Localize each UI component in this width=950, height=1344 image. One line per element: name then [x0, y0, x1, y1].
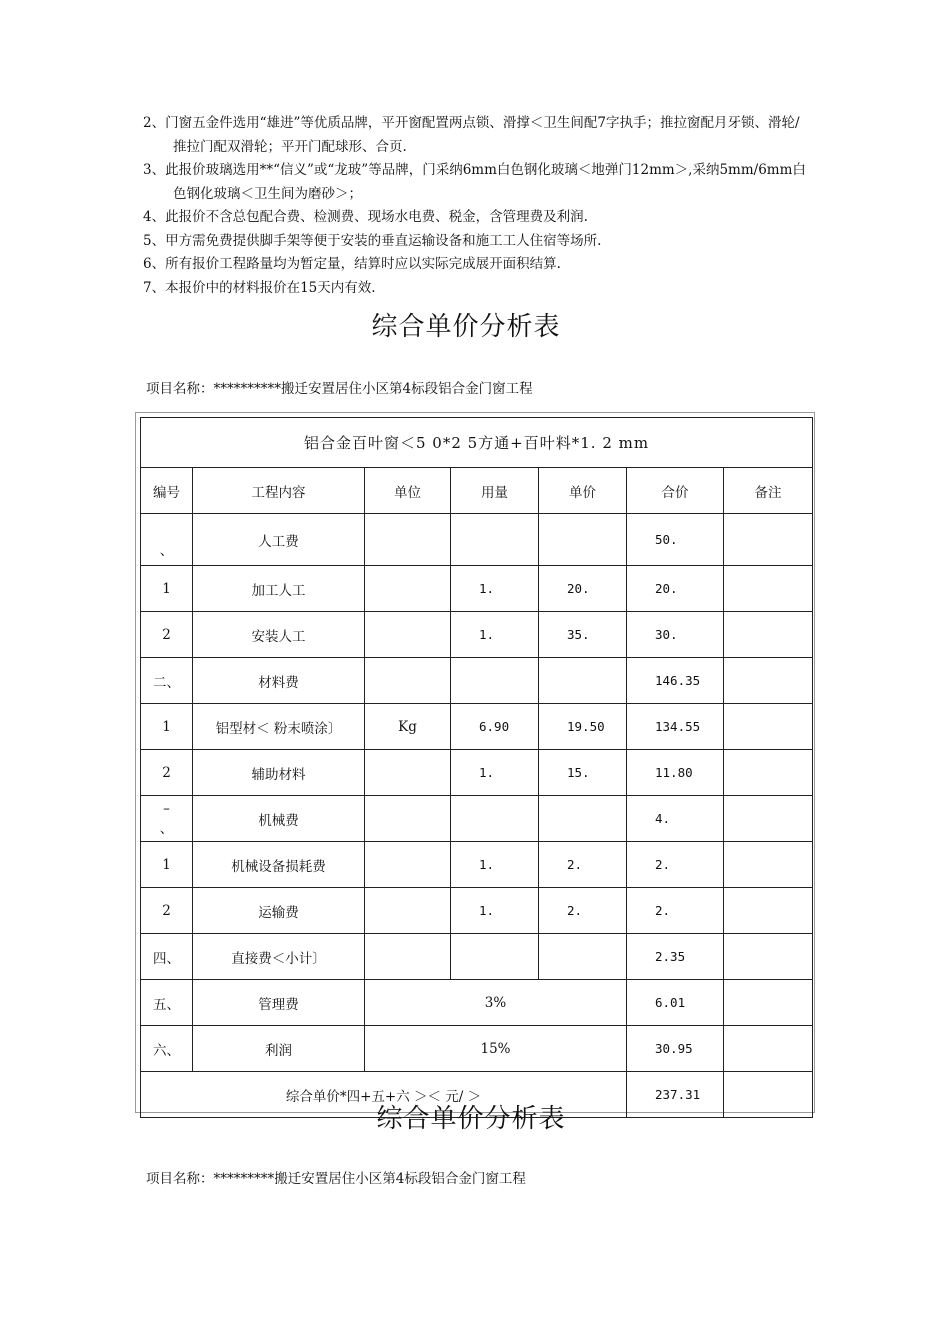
table-cell	[365, 612, 451, 658]
table-cell: 30.95	[627, 1026, 724, 1072]
table-cell: 材料费	[193, 658, 365, 704]
table-row	[141, 796, 813, 842]
unit-price-analysis-table	[140, 417, 813, 1118]
table-cell	[365, 934, 451, 980]
table-cell: 50.	[627, 514, 724, 566]
table-row	[141, 612, 813, 658]
table-cell: 机械设备损耗费	[193, 842, 365, 888]
table-cell	[539, 658, 627, 704]
table-cell: 146.35	[627, 658, 724, 704]
table-cell	[539, 514, 627, 566]
table-cell: 6.01	[627, 980, 724, 1026]
table-row	[141, 750, 813, 796]
table-cell	[365, 750, 451, 796]
table-cell: 19.50	[539, 704, 627, 750]
table-cell: 五、	[141, 980, 193, 1026]
section-title-2: 综合单价分析表	[376, 1104, 566, 1134]
table-cell: 直接费＜小计〕	[193, 934, 365, 980]
table-cell: 辅助材料	[193, 750, 365, 796]
table-cell: 1	[141, 704, 193, 750]
table-cell	[539, 934, 627, 980]
header-cell: 编号	[141, 468, 193, 514]
table-cell: 1	[141, 566, 193, 612]
table-row	[141, 934, 813, 980]
table-cell: 、	[141, 514, 193, 566]
table-cell: – 、	[141, 796, 193, 842]
table-cell	[724, 888, 813, 934]
table-row	[141, 566, 813, 612]
table-cell	[365, 842, 451, 888]
table-cell: 2	[141, 888, 193, 934]
table-caption-row	[141, 418, 813, 468]
table-cell	[724, 980, 813, 1026]
table-cell	[451, 934, 539, 980]
table-cell	[365, 796, 451, 842]
table-cell: 15.	[539, 750, 627, 796]
table-cell: 237.31	[627, 1072, 724, 1118]
table-cell: 1	[141, 842, 193, 888]
table-cell: 运输费	[193, 888, 365, 934]
table-cell: 30.	[627, 612, 724, 658]
table-cell: 机械费	[193, 796, 365, 842]
table-cell	[724, 934, 813, 980]
table-cell: 1.	[451, 750, 539, 796]
table-cell: 2.	[627, 888, 724, 934]
table-cell	[365, 514, 451, 566]
table-cell: 2.	[539, 842, 627, 888]
table-cell: 15%	[365, 1026, 627, 1072]
table-cell: 11.80	[627, 750, 724, 796]
header-cell: 工程内容	[193, 468, 365, 514]
table-caption: 铝合金百叶窗＜5 0*2 5方通+百叶料*1. 2 mm	[141, 418, 813, 468]
note-5: 5、甲方需免费提供脚手架等便于安装的垂直运输设备和施工工人住宿等场所.	[143, 232, 602, 249]
table-cell: 20.	[627, 566, 724, 612]
table-cell	[451, 514, 539, 566]
header-cell: 备注	[724, 468, 813, 514]
analysis-table-frame	[135, 412, 815, 1113]
table-cell	[365, 658, 451, 704]
table-cell: 35.	[539, 612, 627, 658]
notes-section	[143, 112, 813, 300]
table-cell: 利润	[193, 1026, 365, 1072]
table-cell: 2.35	[627, 934, 724, 980]
project-name-2: 项目名称：*********搬迁安置居住小区第4标段铝合金门窗工程	[146, 1171, 526, 1187]
header-cell: 合价	[627, 468, 724, 514]
table-cell	[539, 796, 627, 842]
table-cell: 20.	[539, 566, 627, 612]
table-cell: 1.	[451, 612, 539, 658]
table-row	[141, 704, 813, 750]
table-cell: 6.90	[451, 704, 539, 750]
table-row	[141, 980, 813, 1026]
table-cell	[724, 612, 813, 658]
table-cell	[724, 842, 813, 888]
table-cell: 综合单价*四+五+六 ＞＜ 元/ ＞	[141, 1072, 627, 1118]
table-cell: 1.	[451, 566, 539, 612]
table-cell: 3%	[365, 980, 627, 1026]
table-cell	[365, 888, 451, 934]
table-cell: Kg	[365, 704, 451, 750]
table-cell: 管理费	[193, 980, 365, 1026]
table-header-row	[141, 468, 813, 514]
table-cell: 四、	[141, 934, 193, 980]
table-cell: 铝型材＜ 粉末喷涂〕	[193, 704, 365, 750]
table-cell: 2	[141, 612, 193, 658]
table-row	[141, 888, 813, 934]
table-row	[141, 842, 813, 888]
table-row	[141, 1026, 813, 1072]
header-cell: 单价	[539, 468, 627, 514]
table-cell: 4.	[627, 796, 724, 842]
table-cell: 六、	[141, 1026, 193, 1072]
note-4: 4、此报价不含总包配合费、检测费、现场水电费、税金，含管理费及利润.	[143, 209, 588, 225]
table-cell	[724, 704, 813, 750]
table-cell	[451, 658, 539, 704]
table-cell	[451, 796, 539, 842]
table-cell	[724, 1026, 813, 1072]
table-cell	[724, 658, 813, 704]
table-cell	[365, 566, 451, 612]
table-cell	[724, 514, 813, 566]
table-cell	[724, 796, 813, 842]
table-cell: 2.	[539, 888, 627, 934]
note-3: 3、此报价玻璃选用**“信义”或“龙玻”等品牌，门采纳6mm白色钢化玻璃＜地弹门12mm＞,采纳5mm/6mm白色钢化玻璃＜卫生间为磨砂＞；	[143, 162, 806, 202]
table-cell	[724, 566, 813, 612]
table-cell: 2.	[627, 842, 724, 888]
table-cell: 二、	[141, 658, 193, 704]
table-cell: 加工人工	[193, 566, 365, 612]
section-title: 综合单价分析表	[371, 312, 561, 342]
header-cell: 单位	[365, 468, 451, 514]
table-cell	[724, 750, 813, 796]
table-cell: 2	[141, 750, 193, 796]
table-row	[141, 658, 813, 704]
table-cell: 安装人工	[193, 612, 365, 658]
note-2: 2、门窗五金件选用“雄进”等优质品牌，平开窗配置两点锁、滑撑＜卫生间配7字执手；推拉窗配月牙锁、滑轮/推拉门配双滑轮；平开门配球形、合页.	[143, 115, 800, 155]
table-cell: 1.	[451, 888, 539, 934]
header-cell: 用量	[451, 468, 539, 514]
table-row	[141, 514, 813, 566]
project-name: 项目名称：**********搬迁安置居住小区第4标段铝合金门窗工程	[146, 381, 533, 397]
note-7: 7、本报价中的材料报价在15天内有效.	[143, 279, 376, 296]
table-cell: 人工费	[193, 514, 365, 566]
table-cell: 1.	[451, 842, 539, 888]
note-6: 6、所有报价工程路量均为暂定量，结算时应以实际完成展开面积结算.	[143, 256, 561, 272]
table-cell: 134.55	[627, 704, 724, 750]
